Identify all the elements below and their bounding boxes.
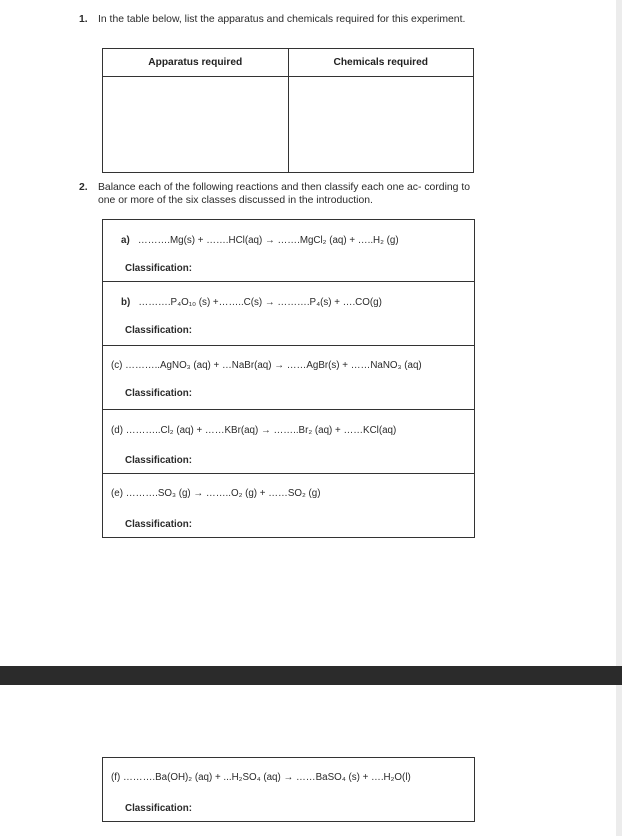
reaction-f-box <box>102 757 475 822</box>
page-separator <box>0 666 622 685</box>
chemicals-header: Chemicals required <box>288 49 474 77</box>
reaction-e <box>103 473 474 537</box>
reaction-e-equation[interactable]: ……….SO₃ (g) → ……..O₂ (g) + ……SO₂ (g) <box>125 488 321 499</box>
reaction-b <box>103 281 474 345</box>
reaction-a-label: a) <box>121 235 130 246</box>
reaction-a-equation[interactable]: ……….Mg(s) + …….HCl(aq) → …….MgCl₂ (aq) + …..H₂ (g) <box>137 235 399 246</box>
reaction-f-label: (f) <box>111 772 121 783</box>
reaction-f <box>111 772 411 783</box>
reaction-b-equation[interactable]: ……….P₄O₁₀ (s) +……..C(s) → ……….P₄(s) + ….CO(g) <box>138 297 382 308</box>
reaction-d-label: (d) <box>111 425 123 436</box>
reaction-d <box>103 409 474 473</box>
reaction-c-equation[interactable]: ………..AgNO₃ (aq) + …NaBr(aq) → ……AgBr(s) + ……NaNO₃ (aq) <box>125 360 422 371</box>
reaction-d-equation[interactable]: ………..Cl₂ (aq) + ……KBr(aq) → ……..Br₂ (aq) + ……KCl(aq) <box>125 425 397 436</box>
reaction-a <box>103 220 474 281</box>
reaction-b-classification[interactable]: Classification: <box>125 325 192 336</box>
right-scroll-gutter <box>616 0 622 836</box>
question-1-text: In the table below, list the apparatus and chemicals required for this experiment. <box>98 14 466 25</box>
reaction-e-label: (e) <box>111 488 123 499</box>
apparatus-chemicals-table <box>102 48 474 173</box>
reaction-c-classification[interactable]: Classification: <box>125 388 192 399</box>
reaction-d-classification[interactable]: Classification: <box>125 455 192 466</box>
reaction-b-label: b) <box>121 297 131 308</box>
reaction-c <box>103 345 474 409</box>
chemicals-cell[interactable] <box>288 77 474 173</box>
question-2 <box>79 181 499 209</box>
reaction-c-label: (c) <box>111 360 123 371</box>
apparatus-cell[interactable] <box>103 77 289 173</box>
question-1-number: 1. <box>79 14 88 25</box>
reaction-a-classification[interactable]: Classification: <box>125 263 192 274</box>
reaction-f-classification[interactable]: Classification: <box>125 803 192 814</box>
reaction-f-equation[interactable]: ……….Ba(OH)₂ (aq) + ...H₂SO₄ (aq) → ……BaSO₄ (s) + ….H₂O(l) <box>122 772 411 783</box>
reaction-e-classification[interactable]: Classification: <box>125 519 192 530</box>
question-2-text-line-2: one or more of the six classes discussed in the introduction. <box>98 195 373 206</box>
question-2-number: 2. <box>79 182 88 193</box>
reactions-box <box>102 219 475 538</box>
apparatus-header: Apparatus required <box>103 49 289 77</box>
question-2-text-line-1: Balance each of the following reactions and then classify each one ac- cording to <box>98 182 470 193</box>
